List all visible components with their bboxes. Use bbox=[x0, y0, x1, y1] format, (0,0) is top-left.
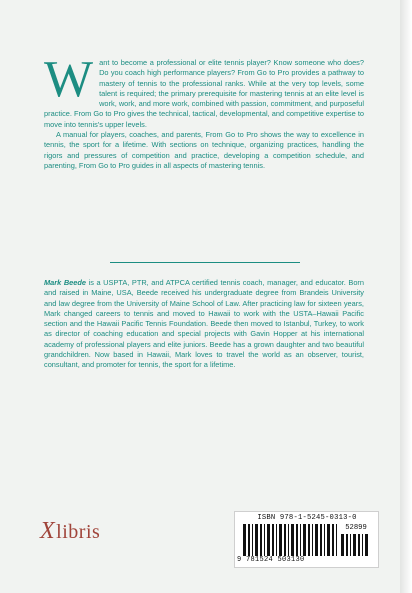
barcode-bar bbox=[260, 524, 262, 556]
barcode-bar bbox=[291, 524, 294, 556]
barcode-bar bbox=[332, 524, 334, 556]
price-code: 52899 bbox=[345, 524, 367, 532]
author-bio-text: is a USPTA, PTR, and ATPCA certified tennis coach, manager, and educator. Born and raised in Maine, USA, Beede received his undergraduate degree from Brandeis University and law degree from the University of Maine School of Law. After practicing law for sixteen years, Mark changed careers to tennis and moved to Hawaii to work with the USTA–Hawaii Pacific section and the Hawaii Pacific Tennis Foundation. Beede then moved to Istanbul, Turkey, to work as director of coaching education and special projects with Gavin Hopper at his international academy of professional players and elite juniors. Beede has a grown daughter and two beautiful grandchildren. Now based in Hawaii, Mark loves to travel the world as an observer, tourist, consultant, and promoter for tennis, the sport for a lifetime. bbox=[44, 278, 364, 370]
barcode-bar bbox=[252, 524, 253, 556]
barcode-bar bbox=[303, 524, 306, 556]
publisher-logo-rest: libris bbox=[56, 521, 101, 543]
intro-paragraph-1: ant to become a professional or elite tennis player? Know someone who does? Do you coach high performance players? From Go to Pro provides a pathway to mastery of tennis to the professional ranks. While at the very top levels, some talent is required; the primary prerequisite for mastering tennis at an elite level is work, work, and more work, combined with passion, commitment, and purposeful practice. From Go to Pro gives the technical, tactical, developmental, and competitive expertise to move into tennis's upper levels. bbox=[44, 58, 364, 129]
barcode-bar bbox=[327, 524, 330, 556]
barcode-bar bbox=[264, 524, 265, 556]
barcode-bar bbox=[336, 524, 337, 556]
isbn-barcode bbox=[243, 524, 337, 556]
barcode-bar bbox=[279, 524, 282, 556]
barcode-block bbox=[234, 511, 379, 568]
barcode-bar bbox=[308, 524, 310, 556]
barcode-bar bbox=[324, 524, 325, 556]
barcode-bar bbox=[346, 534, 348, 556]
ean-digits: 9 781524 503130 bbox=[237, 556, 305, 564]
page-edge bbox=[400, 0, 412, 593]
barcode-bar bbox=[300, 524, 301, 556]
publisher-logo bbox=[40, 518, 100, 545]
barcode-bar bbox=[320, 524, 322, 556]
price-barcode bbox=[341, 534, 371, 556]
barcode-bar bbox=[284, 524, 286, 556]
isbn-label: ISBN 978-1-5245-0313-0 bbox=[257, 514, 357, 522]
barcode-bar bbox=[288, 524, 289, 556]
barcode-bar bbox=[296, 524, 298, 556]
barcode-bar bbox=[315, 524, 318, 556]
barcode-bar bbox=[243, 524, 246, 556]
barcode-bar bbox=[365, 534, 368, 556]
barcode-bar bbox=[248, 524, 250, 556]
divider-rule bbox=[110, 262, 300, 263]
intro-paragraph-2: A manual for players, coaches, and parents, From Go to Pro shows the way to excellence in tennis, the sport for a lifetime. With sections on technique, organizing practices, handling the rigors and pressures of competition and practice, developing a competition schedule, and parenting, From Go to Pro guides in all aspects of mastering tennis. bbox=[44, 130, 364, 170]
author-bio bbox=[44, 278, 364, 371]
drop-cap: W bbox=[44, 51, 94, 108]
publisher-logo-initial: X bbox=[40, 518, 56, 544]
barcode-bar bbox=[276, 524, 277, 556]
barcode-bar bbox=[341, 534, 344, 556]
barcode-bar bbox=[358, 534, 360, 556]
barcode-bar bbox=[255, 524, 258, 556]
barcode-bar bbox=[267, 524, 270, 556]
barcode-bar bbox=[353, 534, 356, 556]
barcode-bar bbox=[272, 524, 274, 556]
intro-blurb bbox=[44, 51, 364, 171]
barcode-bar bbox=[362, 534, 363, 556]
author-name: Mark Beede bbox=[44, 278, 87, 287]
barcode-bar bbox=[312, 524, 313, 556]
barcode-bar bbox=[350, 534, 351, 556]
